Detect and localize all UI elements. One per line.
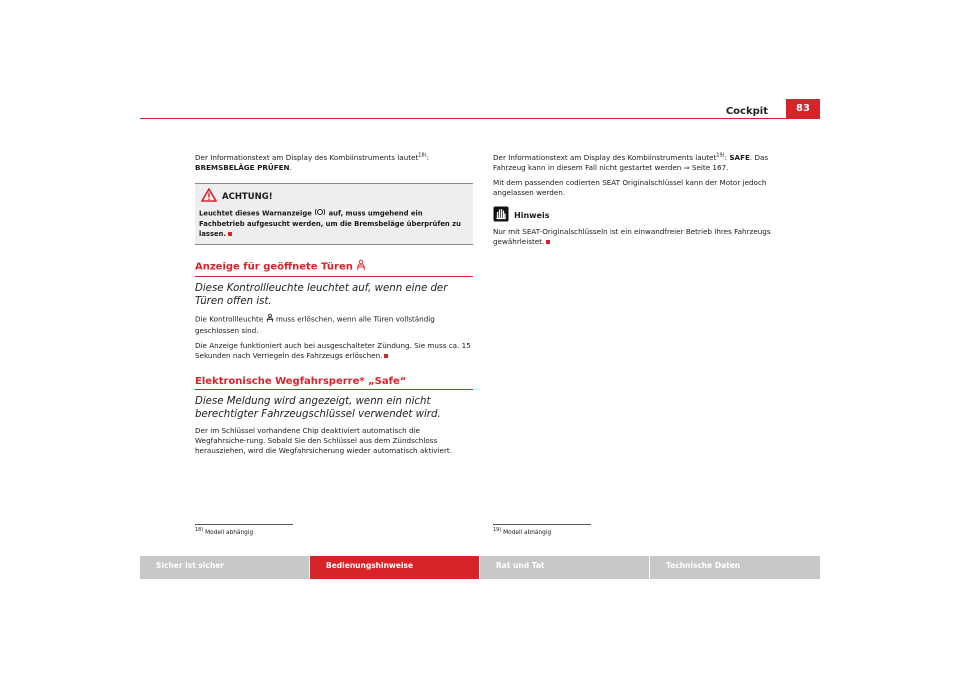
footnote-rule-left [195, 524, 293, 525]
end-marker [228, 232, 232, 236]
section-safe-heading [195, 377, 473, 390]
section-safe-title: Elektronische Wegfahrsperre* „Safe“ [195, 376, 407, 387]
hint-header [493, 206, 771, 225]
footnote-text-left: Modell abhängig [205, 530, 254, 536]
door-open-icon-inline [266, 313, 274, 326]
section-door-heading [195, 259, 473, 277]
brake-pad-warning-icon [314, 208, 326, 219]
footer-tab-rat[interactable] [480, 556, 649, 579]
footer-tab-label: Rat und Tat [496, 561, 545, 570]
footer-tab-label: Bedienungshinweise [326, 561, 414, 570]
warning-triangle-icon [201, 188, 217, 205]
warning-text-b: auf, muss umgehend ein Fachbetrieb aufgesucht werden, um die Bremsbeläge überprüfen zu lassen. [199, 209, 461, 238]
section-door-p1-b: muss erlöschen, wenn alle Türen vollständig geschlossen sind. [195, 314, 435, 335]
section-door-p1-a: Die Kontrollleuchte [195, 314, 266, 324]
warning-box [195, 183, 473, 245]
warning-header [199, 188, 469, 205]
section-door-lead: Diese Kontrollleuchte leuchtet auf, wenn eine der Türen offen ist. [195, 283, 448, 307]
hint-text [493, 227, 771, 247]
display-message-brakes: BREMSBELÄGE PRÜFEN [195, 163, 290, 172]
footnote-right [493, 527, 552, 536]
warning-text-a: Leuchtet dieses Warnanzeige [199, 209, 315, 218]
hint-text-body: Nur mit SEAT-Originalschlüsseln ist ein einwandfreier Betrieb Ihres Fahrzeugs gewährleistet. [493, 227, 771, 246]
footer-tab-technik[interactable] [650, 556, 820, 579]
footnote-rule-right [493, 524, 591, 525]
warning-title: ACHTUNG! [222, 191, 273, 202]
hint-title: Hinweis [514, 210, 550, 220]
section-door-p1 [195, 313, 473, 336]
left-intro-text: Der Informationstext am Display des Kombiinstruments lautet [195, 153, 419, 162]
section-door-p2-text: Die Anzeige funktioniert auch bei ausgeschalteter Zündung. Sie muss ca. 15 Sekunden nach Verriegeln des Fahrzeugs erlöschen. [195, 341, 471, 360]
footer-tab-label: Technische Daten [666, 561, 741, 570]
section-door-title: Anzeige für geöffnete Türen [195, 261, 353, 273]
section-door-p2 [195, 341, 473, 361]
display-message-safe: SAFE [729, 153, 750, 162]
left-column [195, 153, 473, 461]
right-p2: Mit dem passenden codierten SEAT Originalschlüssel kann der Motor jedoch angelassen werden. [493, 178, 767, 197]
section-safe-p1: Der im Schlüssel vorhandene Chip deaktiviert automatisch die Wegfahrsiche-rung. Sobald Sie den Schlüssel aus dem Zündschloss herausziehen, wird die Wegfahrsicherung wieder automatisch aktiviert. [195, 426, 453, 455]
footnote-ref-18[interactable]: 18) [418, 152, 427, 159]
hint-hand-icon [493, 206, 509, 225]
footnote-text-right: Modell abhängig [503, 530, 552, 536]
page-title: Cockpit [725, 106, 768, 117]
footnote-ref-19[interactable]: 19) [716, 152, 725, 159]
door-open-icon [356, 259, 366, 274]
header-rule [140, 118, 820, 119]
end-marker [546, 240, 550, 244]
right-p1-a: Der Informationstext am Display des Kombiinstruments lautet [493, 153, 717, 162]
section-safe-lead: Diese Meldung wird angezeigt, wenn ein nicht berechtigter Fahrzeugschlüssel verwendet wird. [195, 396, 441, 420]
footer-tab-bedienung[interactable] [310, 556, 479, 579]
footnote-mark-19: 19) [493, 527, 502, 534]
footnote-left [195, 527, 254, 536]
right-column [493, 153, 771, 252]
footer-tab-sicher[interactable] [140, 556, 309, 579]
footer-tab-label: Sicher ist sicher [156, 561, 224, 570]
warning-text [199, 208, 469, 239]
footnote-mark-18: 18) [195, 527, 204, 534]
page-number: 83 [786, 99, 820, 119]
right-p1 [493, 153, 771, 173]
left-intro-colon: : [426, 153, 430, 162]
right-p1-colon: : [724, 153, 730, 162]
left-intro-end: . [289, 163, 292, 172]
right-p1-c: . Das Fahrzeug kann in diesem Fall nicht gestartet werden ⇒ Seite 167. [493, 153, 769, 172]
left-intro [195, 153, 473, 173]
end-marker [384, 354, 388, 358]
